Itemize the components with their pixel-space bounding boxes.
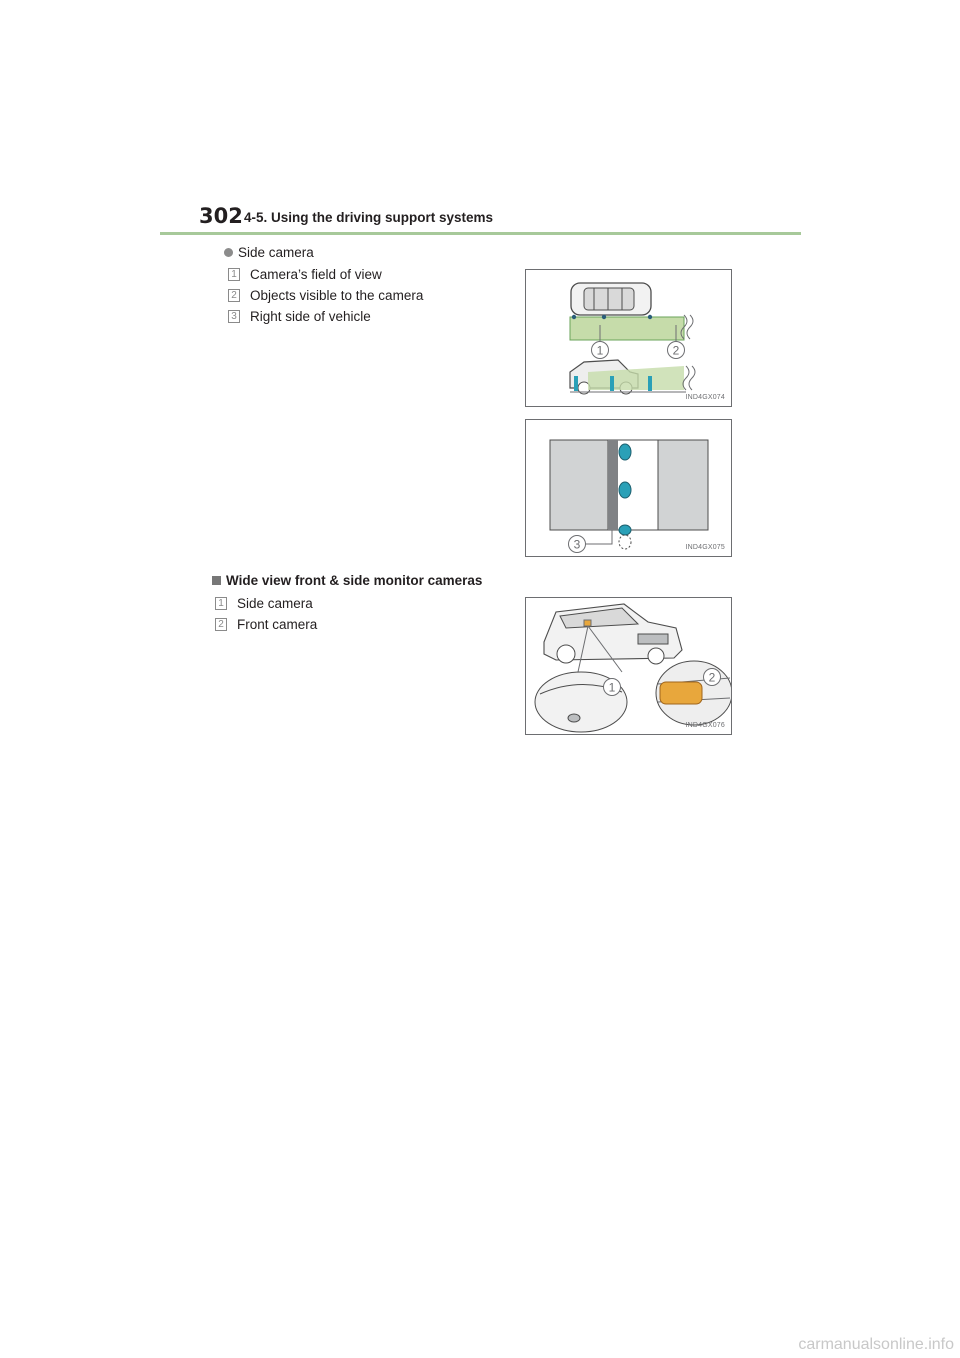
list-item-label: Right side of vehicle (250, 309, 371, 324)
callout-1: 1 (596, 343, 604, 358)
wide-view-heading-text: Wide view front & side monitor cameras (226, 573, 483, 588)
callout-2: 2 (672, 343, 680, 358)
list-item-label: Camera’s field of view (250, 267, 382, 282)
callout-3: 3 (573, 537, 581, 552)
number-badge: 2 (215, 618, 227, 631)
figure-code: IND4GX074 (685, 394, 725, 401)
list-item (228, 309, 371, 324)
field-of-view-diagram (526, 270, 732, 407)
footer-watermark: carmanualsonline.info (798, 1336, 954, 1353)
figure-code: IND4GX075 (685, 544, 725, 551)
number-badge: 1 (215, 597, 227, 610)
list-item-label: Side camera (237, 596, 313, 611)
list-item (228, 267, 382, 282)
list-item-label: Objects visible to the camera (250, 288, 424, 303)
camera-location-illustration (525, 597, 732, 735)
number-badge: 2 (228, 289, 240, 302)
bullet-dot-icon (224, 248, 233, 257)
bullet-square-icon (212, 576, 221, 585)
side-camera-screen-illustration (525, 419, 732, 557)
list-item (215, 617, 317, 632)
number-badge: 1 (228, 268, 240, 281)
callout-2: 2 (708, 670, 716, 685)
callout-1: 1 (608, 680, 616, 695)
header-rule (160, 232, 801, 235)
section-title: 4-5. Using the driving support systems (244, 210, 494, 225)
number-badge: 3 (228, 310, 240, 323)
list-item-label: Front camera (237, 617, 318, 632)
list-item (228, 288, 423, 303)
page-header (199, 204, 801, 234)
page-number: 302 (199, 204, 243, 228)
side-camera-field-of-view-illustration (525, 269, 732, 407)
wide-view-heading (212, 573, 482, 588)
monitor-view-diagram (526, 420, 732, 557)
list-item (215, 596, 313, 611)
figure-code: IND4GX076 (685, 722, 725, 729)
side-camera-heading-text: Side camera (238, 245, 314, 260)
side-camera-heading (224, 245, 314, 260)
camera-location-diagram (526, 598, 732, 735)
